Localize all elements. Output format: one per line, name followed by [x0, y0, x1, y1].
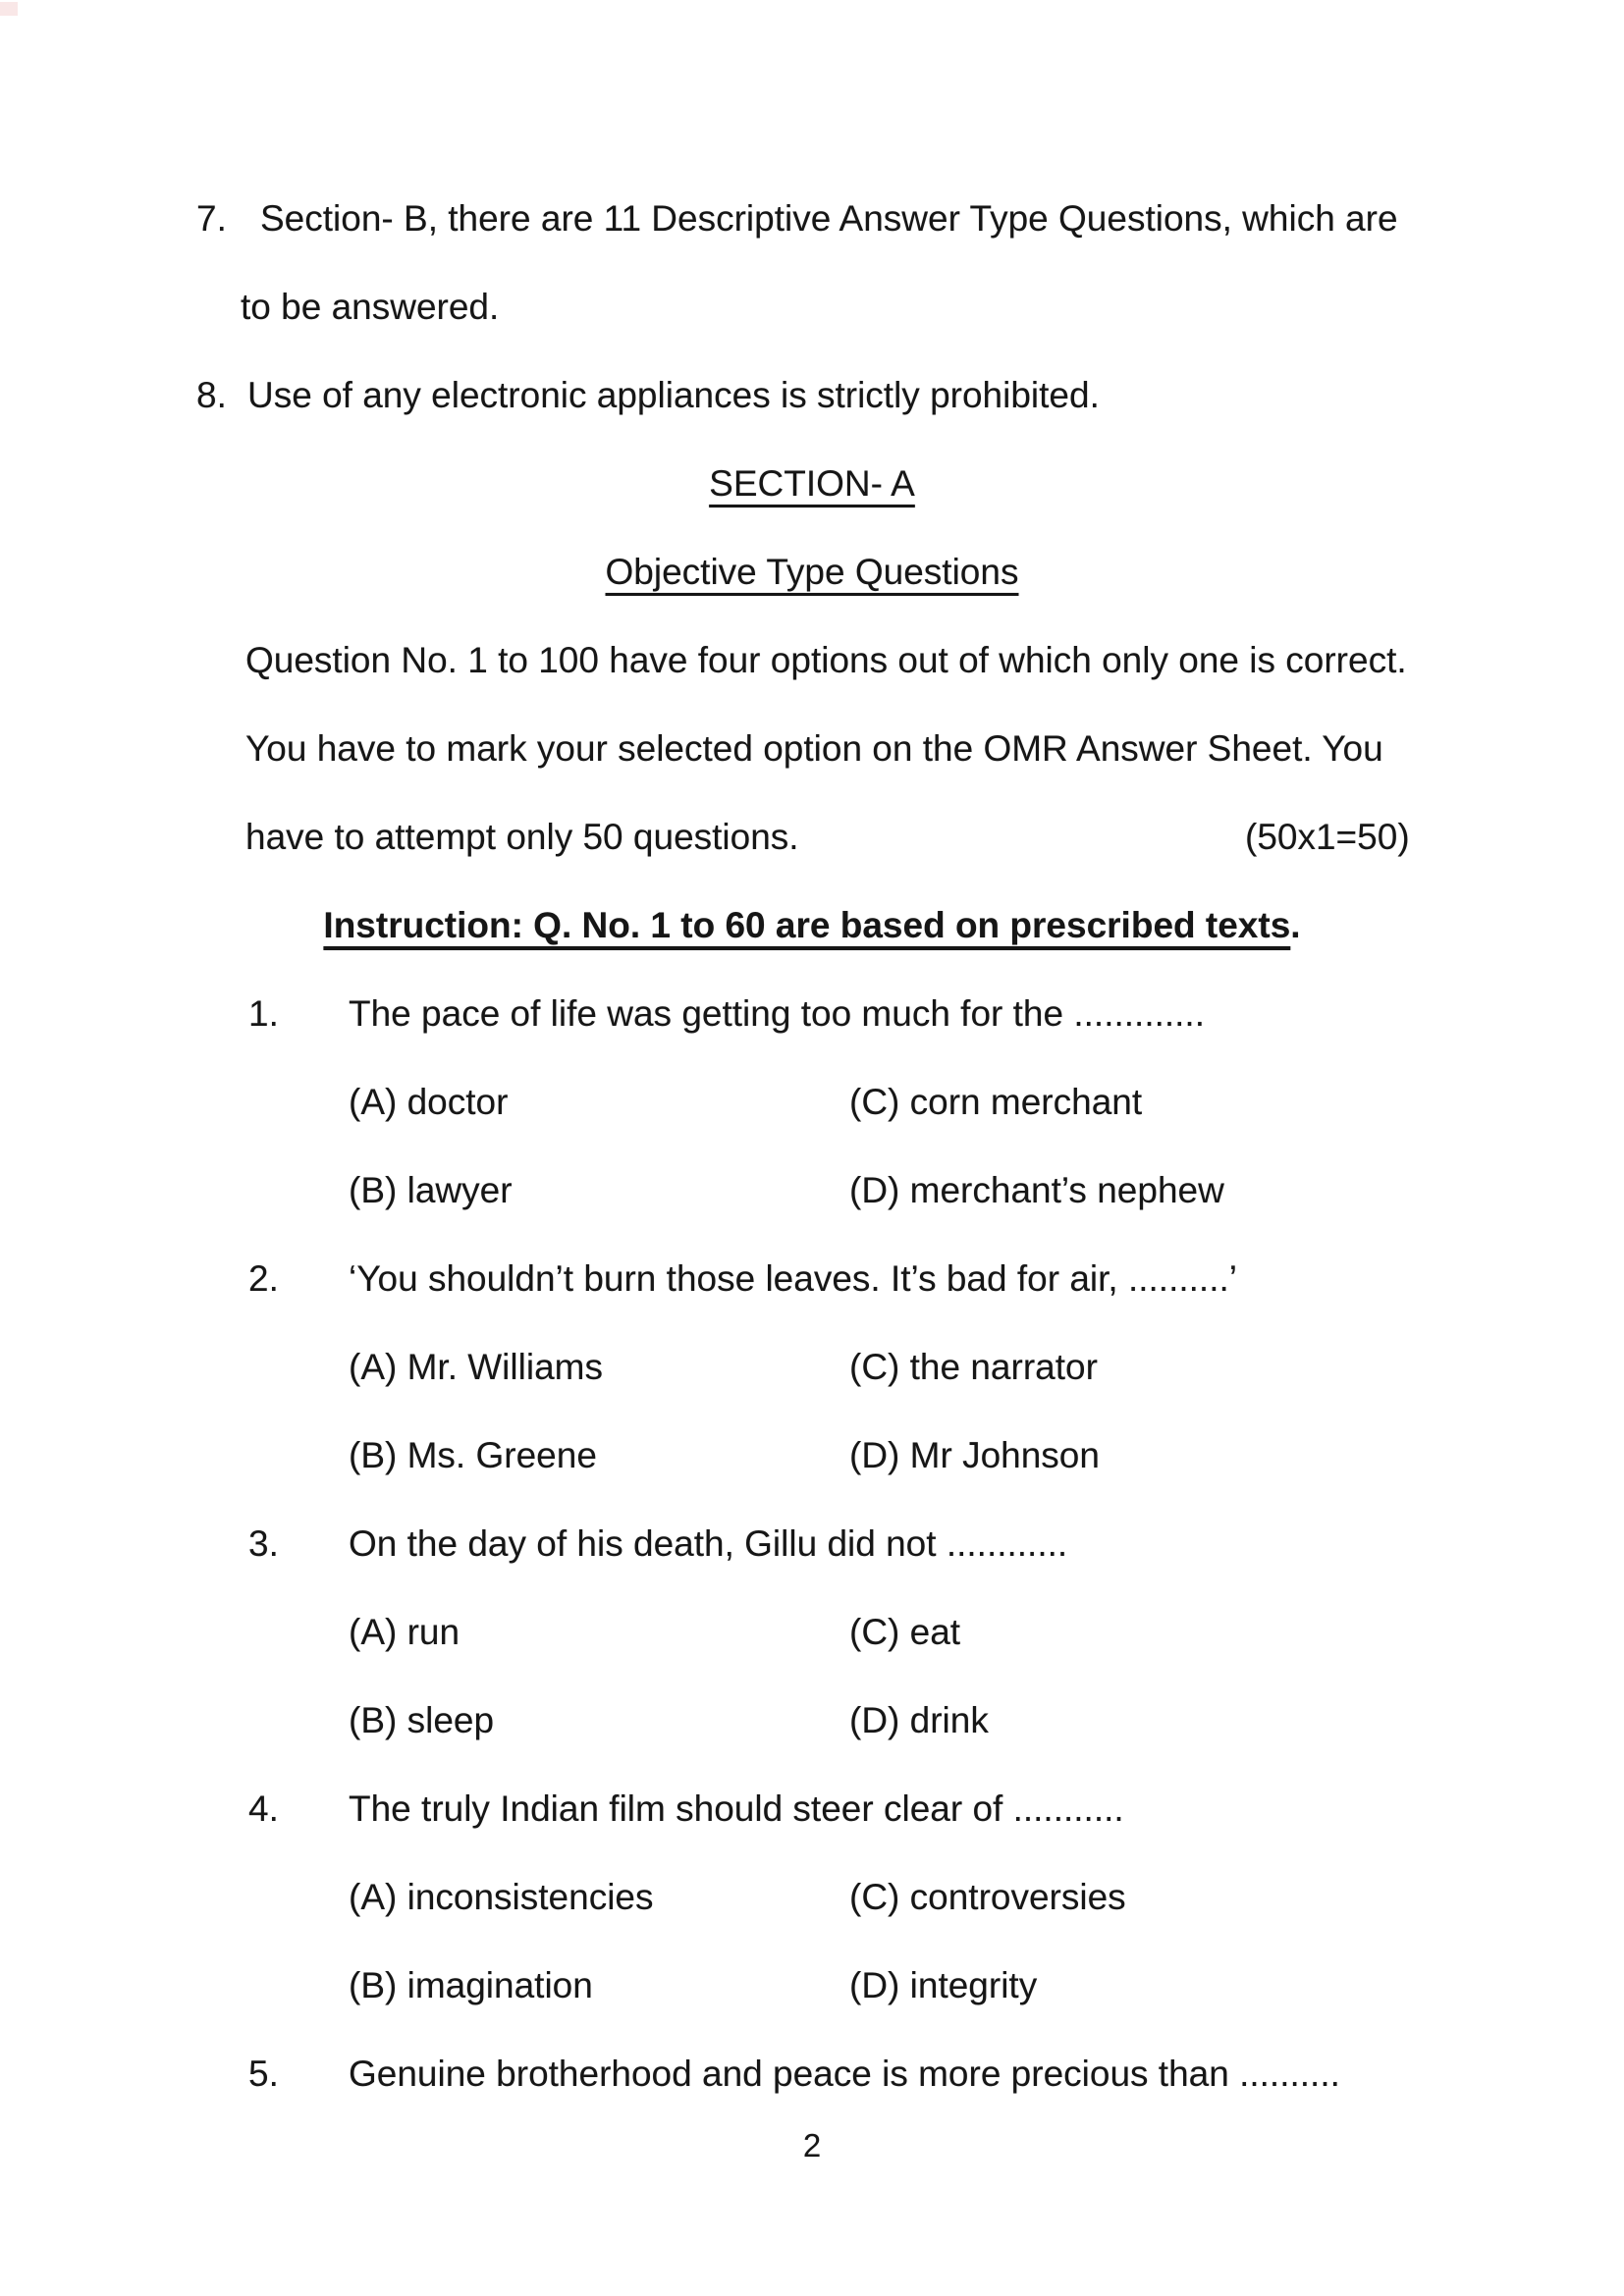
- section-a-heading: SECTION- A: [709, 463, 915, 504]
- question-1-number: 1.: [248, 993, 279, 1034]
- question-1-option-a: (A) doctor: [349, 1082, 509, 1122]
- question-2-text: ‘You shouldn’t burn those leaves. It’s bad for air, ..........’: [349, 1258, 1237, 1299]
- section-intro-text-1: Question No. 1 to 100 have four options out of which only one is correct.: [245, 640, 1407, 680]
- question-3-option-c: (C) eat: [849, 1612, 961, 1652]
- question-1-option-d: (D) merchant’s nephew: [849, 1170, 1224, 1210]
- question-1-option-b: (B) lawyer: [349, 1170, 513, 1210]
- section-intro-line-3: [0, 793, 1624, 881]
- prescribed-texts-instruction-period: .: [1290, 905, 1301, 945]
- question-2-number: 2.: [248, 1258, 279, 1299]
- instruction-item-7-line-2: [0, 263, 1624, 351]
- objective-type-questions-heading: Objective Type Questions: [605, 552, 1019, 592]
- question-3: [0, 1500, 1624, 1588]
- instruction-item-7-number: 7.: [196, 198, 227, 239]
- question-1: [0, 970, 1624, 1058]
- question-5-text: Genuine brotherhood and peace is more precious than ..........: [349, 2054, 1340, 2094]
- page-number-line: [0, 2118, 1624, 2172]
- question-2-option-d: (D) Mr Johnson: [849, 1435, 1100, 1475]
- section-intro-text-2: You have to mark your selected option on the OMR Answer Sheet. You: [245, 728, 1383, 769]
- instruction-item-8-number: 8.: [196, 375, 227, 415]
- section-intro-line-2: [0, 705, 1624, 793]
- question-2-option-b: (B) Ms. Greene: [349, 1435, 597, 1475]
- question-1-options-row-2: [0, 1147, 1624, 1235]
- question-4-option-c: (C) controversies: [849, 1877, 1126, 1917]
- question-3-option-b: (B) sleep: [349, 1700, 495, 1740]
- instruction-item-8: [0, 351, 1624, 440]
- question-2-options-row-2: [0, 1412, 1624, 1500]
- question-4-option-d: (D) integrity: [849, 1965, 1038, 2005]
- prescribed-texts-instruction-line: [0, 881, 1624, 970]
- question-3-option-d: (D) drink: [849, 1700, 989, 1740]
- question-3-option-a: (A) run: [349, 1612, 460, 1652]
- question-2-option-a: (A) Mr. Williams: [349, 1347, 603, 1387]
- question-1-option-c: (C) corn merchant: [849, 1082, 1143, 1122]
- question-4-text: The truly Indian film should steer clear of ...........: [349, 1789, 1124, 1829]
- question-4-options-row-2: [0, 1942, 1624, 2030]
- section-intro-text-3: have to attempt only 50 questions.: [245, 817, 799, 857]
- question-4-number: 4.: [248, 1789, 279, 1829]
- question-5: [0, 2030, 1624, 2118]
- question-2: [0, 1235, 1624, 1323]
- instruction-item-7-text-2: to be answered.: [241, 287, 500, 327]
- section-subheading-line: [0, 528, 1624, 616]
- instruction-item-7-text-1: Section- B, there are 11 Descriptive Answer Type Questions, which are: [260, 198, 1398, 239]
- prescribed-texts-instruction: Instruction: Q. No. 1 to 60 are based on prescribed texts: [323, 905, 1291, 945]
- question-1-options-row-1: [0, 1058, 1624, 1147]
- question-4-option-b: (B) imagination: [349, 1965, 593, 2005]
- question-4-option-a: (A) inconsistencies: [349, 1877, 654, 1917]
- instruction-item-7-line-1: [0, 175, 1624, 263]
- marks-note: (50x1=50): [1245, 817, 1410, 857]
- question-2-options-row-1: [0, 1323, 1624, 1412]
- instruction-item-8-text: Use of any electronic appliances is strictly prohibited.: [247, 375, 1100, 415]
- question-3-number: 3.: [248, 1523, 279, 1564]
- section-intro-line-1: [0, 616, 1624, 705]
- question-2-option-c: (C) the narrator: [849, 1347, 1098, 1387]
- question-3-options-row-2: [0, 1677, 1624, 1765]
- section-heading-line: [0, 440, 1624, 528]
- question-5-number: 5.: [248, 2054, 279, 2094]
- question-4: [0, 1765, 1624, 1853]
- scan-artifact: [0, 2, 18, 16]
- page-number: 2: [802, 2127, 822, 2163]
- question-4-options-row-1: [0, 1853, 1624, 1942]
- question-3-options-row-1: [0, 1588, 1624, 1677]
- question-3-text: On the day of his death, Gillu did not ............: [349, 1523, 1068, 1564]
- question-1-text: The pace of life was getting too much for the .............: [349, 993, 1205, 1034]
